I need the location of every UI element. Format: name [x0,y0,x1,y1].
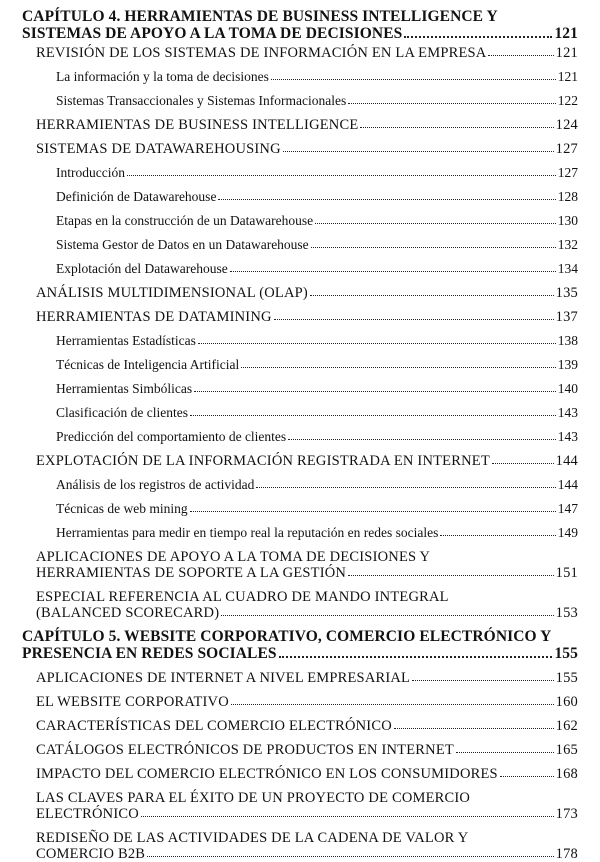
dot-leader [311,247,556,248]
page-number: 139 [557,357,578,372]
entry-title: EL WEBSITE CORPORATIVO [36,694,229,710]
dot-leader [241,367,555,368]
entry-title: EXPLOTACIÓN DE LA INFORMACIÓN REGISTRADA EN INTERNET [36,453,490,469]
dot-leader [221,615,553,616]
page-number: 151 [555,565,578,581]
page-number: 165 [555,742,578,758]
dot-leader [190,415,556,416]
section-entry [22,565,578,581]
page-number: 134 [557,261,578,276]
entry-title: ESPECIAL REFERENCIA AL CUADRO DE MANDO INTEGRAL [36,589,449,605]
dot-leader [194,391,556,392]
chapter-entry [22,25,578,42]
section-entry [22,790,578,806]
entry-title: Clasificación de clientes [56,405,188,420]
dot-leader [279,656,553,658]
page-number: 128 [557,189,578,204]
page-number: 155 [554,645,578,662]
section-entry [22,309,578,325]
dot-leader [274,319,554,320]
dot-leader [456,752,554,753]
entry-title: (BALANCED SCORECARD) [36,605,220,621]
dot-leader [488,55,553,56]
entry-title: CAPÍTULO 5. WEBSITE CORPORATIVO, COMERCIO ELECTRÓNICO Y [22,628,552,645]
entry-title: REDISEÑO DE LAS ACTIVIDADES DE LA CADENA DE VALOR Y [36,830,469,846]
section-entry [22,694,578,710]
entry-title: REVISIÓN DE LOS SISTEMAS DE INFORMACIÓN EN LA EMPRESA [36,45,487,61]
subsection-entry [22,213,578,229]
dot-leader [315,223,556,224]
page-number: 127 [557,165,578,180]
entry-title: COMERCIO B2B [36,846,146,862]
page-number: 144 [557,477,578,492]
page-number: 140 [557,381,578,396]
page-number: 121 [554,25,578,42]
page-number: 121 [557,69,578,84]
subsection-entry [22,189,578,205]
chapter-entry [22,645,578,662]
entry-title: HERRAMIENTAS DE SOPORTE A LA GESTIÓN [36,565,347,581]
entry-title: Análisis de los registros de actividad [56,477,255,492]
entry-title: CAPÍTULO 4. HERRAMIENTAS DE BUSINESS INTELLIGENCE Y [22,8,498,25]
page-number: 135 [555,285,578,301]
subsection-entry [22,165,578,181]
page-number: 132 [557,237,578,252]
subsection-entry [22,501,578,517]
entry-title: Introducción [56,165,125,180]
page-number: 144 [555,453,578,469]
entry-title: Sistema Gestor de Datos en un Datawarehouse [56,237,309,252]
dot-leader [394,728,554,729]
entry-title: Definición de Datawarehouse [56,189,217,204]
subsection-entry [22,477,578,493]
subsection-entry [22,261,578,277]
dot-leader [348,575,554,576]
section-entry [22,589,578,605]
subsection-entry [22,525,578,541]
dot-leader [198,343,556,344]
dot-leader [127,175,556,176]
entry-title: CARACTERÍSTICAS DEL COMERCIO ELECTRÓNICO [36,718,392,734]
page-number: 121 [555,45,578,61]
dot-leader [230,271,556,272]
page-number: 162 [555,718,578,734]
page-number: 173 [555,806,578,822]
section-entry [22,605,578,621]
dot-leader [500,776,554,777]
dot-leader [256,487,555,488]
page-number: 147 [557,501,578,516]
section-entry [22,718,578,734]
page-number: 143 [557,405,578,420]
entry-title: CATÁLOGOS ELECTRÓNICOS DE PRODUCTOS EN INTERNET [36,742,454,758]
page-number: 127 [555,141,578,157]
entry-title: Predicción del comportamiento de clientes [56,429,287,444]
dot-leader [492,463,554,464]
section-entry [22,830,578,846]
entry-title: Técnicas de Inteligencia Artificial [56,357,240,372]
entry-title: APLICACIONES DE INTERNET A NIVEL EMPRESARIAL [36,670,411,686]
dot-leader [310,295,554,296]
entry-title: ANÁLISIS MULTIDIMENSIONAL (OLAP) [36,285,308,301]
section-entry [22,806,578,822]
entry-title: ELECTRÓNICO [36,806,139,822]
dot-leader [231,704,554,705]
entry-title: IMPACTO DEL COMERCIO ELECTRÓNICO EN LOS CONSUMIDORES [36,766,498,782]
section-entry [22,45,578,61]
page-number: 130 [557,213,578,228]
dot-leader [283,151,554,152]
subsection-entry [22,69,578,85]
entry-title: APLICACIONES DE APOYO A LA TOMA DE DECISIONES Y [36,549,431,565]
subsection-entry [22,429,578,445]
entry-title: Sistemas Transaccionales y Sistemas Informacionales [56,93,347,108]
subsection-entry [22,381,578,397]
section-entry [22,453,578,469]
page-number: 168 [555,766,578,782]
entry-title: Herramientas para medir en tiempo real la reputación en redes sociales [56,525,439,540]
entry-title: Técnicas de web mining [56,501,188,516]
dot-leader [288,439,556,440]
page-number: 143 [557,429,578,444]
dot-leader [348,103,556,104]
dot-leader [360,127,553,128]
section-entry [22,846,578,862]
entry-title: Herramientas Estadísticas [56,333,196,348]
page-number: 155 [555,670,578,686]
subsection-entry [22,237,578,253]
section-entry [22,141,578,157]
subsection-entry [22,333,578,349]
entry-title: SISTEMAS DE APOYO A LA TOMA DE DECISIONES [22,25,403,42]
page-number: 178 [555,846,578,862]
dot-leader [141,816,554,817]
dot-leader [218,199,555,200]
section-entry [22,549,578,565]
page-number: 160 [555,694,578,710]
table-of-contents [22,8,578,862]
section-entry [22,766,578,782]
page-number: 138 [557,333,578,348]
section-entry [22,117,578,133]
dot-leader [147,856,553,857]
entry-title: HERRAMIENTAS DE DATAMINING [36,309,272,325]
entry-title: HERRAMIENTAS DE BUSINESS INTELLIGENCE [36,117,359,133]
entry-title: Etapas en la construcción de un Datawarehouse [56,213,314,228]
entry-title: SISTEMAS DE DATAWAREHOUSING [36,141,281,157]
entry-title: Explotación del Datawarehouse [56,261,228,276]
entry-title: Herramientas Simbólicas [56,381,193,396]
section-entry [22,742,578,758]
chapter-entry [22,628,578,645]
entry-title: La información y la toma de decisiones [56,69,269,84]
section-entry [22,670,578,686]
dot-leader [271,79,556,80]
entry-title: PRESENCIA EN REDES SOCIALES [22,645,277,662]
dot-leader [412,680,554,681]
dot-leader [190,511,556,512]
page-number: 122 [557,93,578,108]
section-entry [22,285,578,301]
page-number: 149 [557,525,578,540]
page-number: 153 [555,605,578,621]
page-number: 137 [555,309,578,325]
subsection-entry [22,357,578,373]
subsection-entry [22,93,578,109]
chapter-entry [22,8,578,25]
entry-title: LAS CLAVES PARA EL ÉXITO DE UN PROYECTO DE COMERCIO [36,790,471,806]
dot-leader [404,36,552,38]
page-number: 124 [555,117,578,133]
subsection-entry [22,405,578,421]
dot-leader [440,535,555,536]
